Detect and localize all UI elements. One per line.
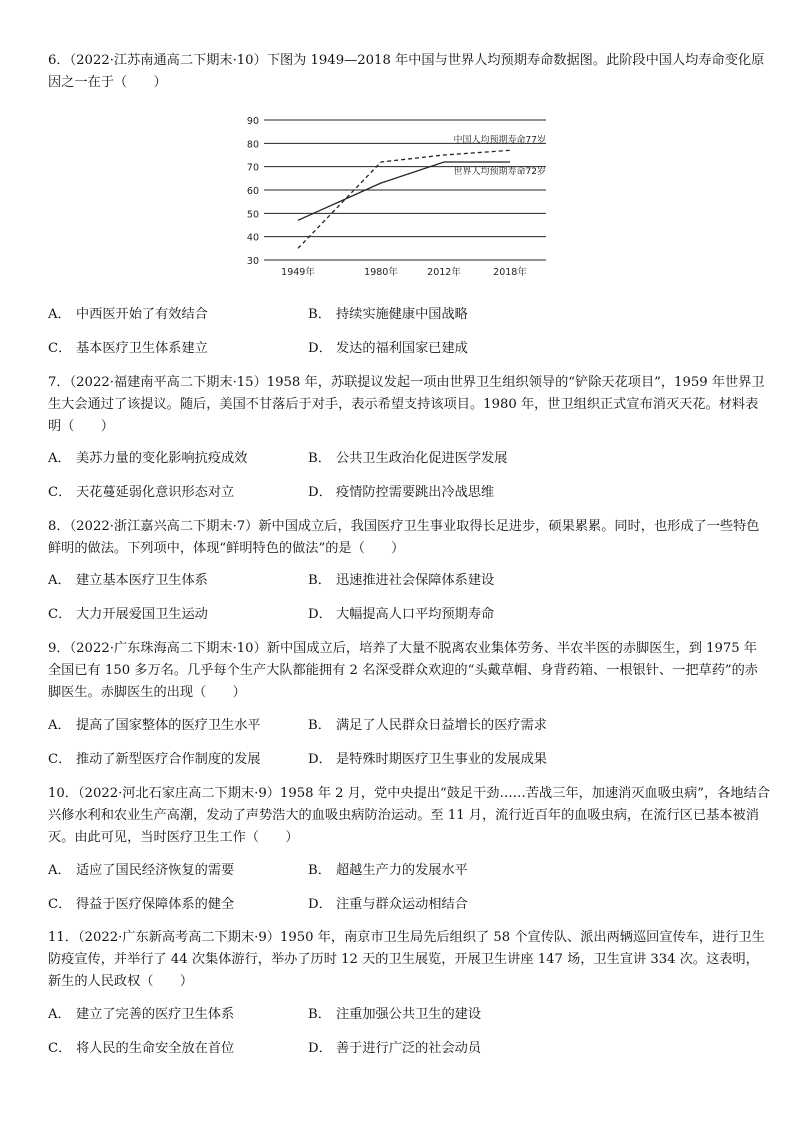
option-b[interactable]: B． 满足了人民群众日益增长的医疗需求: [308, 718, 547, 733]
option-b[interactable]: B． 持续实施健康中国战略: [308, 307, 468, 322]
question-6-options: [48, 304, 770, 372]
option-d[interactable]: D． 大幅提高人口平均预期寿命: [308, 607, 495, 622]
y-tick-label: 90: [246, 116, 259, 127]
option-d[interactable]: D． 注重与群众运动相结合: [308, 897, 468, 912]
option-d[interactable]: D． 发达的福利国家已建成: [308, 341, 468, 356]
question-11-options: [48, 1004, 770, 1072]
question-stem: 9．（2022·广东珠海高二下期末·10）新中国成立后，培养了大量不脱离农业集体劳务、半农半医的赤脚医生，到 1975 年全国已有 150 多万名。几乎每个生产大队都能拥有 2 名深受群众欢迎的“头戴草帽、身背药箱、一根银针、一把草药”的赤脚医生。赤脚医生的出现（ ）: [48, 641, 758, 700]
china-life-expectancy-line: [298, 150, 510, 248]
y-tick-label: 60: [246, 186, 259, 197]
x-tick-label: 1949年: [281, 267, 315, 278]
y-tick-label: 30: [246, 256, 259, 267]
option-a[interactable]: A． 建立基本医疗卫生体系: [48, 573, 208, 588]
world-series-label: 世界人均预期寿命72岁: [453, 167, 546, 177]
x-tick-label: 2012年: [427, 267, 461, 278]
option-a[interactable]: A． 提高了国家整体的医疗卫生水平: [48, 718, 261, 733]
question-stem: 11．（2022·广东新高考高二下期末·9）1950 年，南京市卫生局先后组织了 58 个宣传队、派出两辆巡回宣传车，进行卫生防疫宣传，并举行了 44 次集体游行，举办了历时 12 天的卫生展览，开展卫生讲座 147 场，卫生宣讲 334 次。这表明，新生的人民政权（ ）: [48, 930, 765, 989]
question-stem: 10．（2022·河北石家庄高二下期末·9）1958 年 2 月，党中央提出“鼓足干劲……苦战三年，加速消灭血吸虫病”，各地结合兴修水利和农业生产高潮，发动了声势浩大的血吸虫病防治运动。至 11 月，流行近百年的血吸虫病，在流行区已基本被消灭。由此可见，当时医疗卫生工作（ ）: [48, 786, 770, 845]
china-series-label: 中国人均预期寿命77岁: [453, 135, 546, 146]
question-8-options: [48, 570, 770, 638]
option-d[interactable]: D． 善于进行广泛的社会动员: [308, 1041, 482, 1056]
question-11: [48, 927, 770, 993]
y-tick-label: 50: [246, 209, 259, 221]
y-tick-label: 80: [246, 139, 259, 151]
question-9-options: [48, 715, 770, 783]
option-a[interactable]: A． 美苏力量的变化影响抗疫成效: [48, 451, 248, 466]
question-7-options: [48, 448, 770, 516]
question-8: [48, 516, 770, 560]
option-b[interactable]: B． 迅速推进社会保障体系建设: [308, 573, 495, 588]
option-c[interactable]: C． 大力开展爱国卫生运动: [48, 607, 208, 622]
option-a[interactable]: A． 建立了完善的医疗卫生体系: [48, 1007, 235, 1022]
option-b[interactable]: B． 超越生产力的发展水平: [308, 863, 468, 878]
option-c[interactable]: C． 基本医疗卫生体系建立: [48, 341, 208, 356]
x-tick-label: 2018年: [493, 267, 527, 278]
question-7: [48, 372, 770, 438]
option-b[interactable]: B． 注重加强公共卫生的建设: [308, 1007, 482, 1022]
question-stem: 7．（2022·福建南平高二下期末·15）1958 年，苏联提议发起一项由世界卫生组织领导的“铲除天花项目”，1959 年世界卫生大会通过了该提议。随后，美国不甘落后于对手，表示希望支持该项目。1980 年，世卫组织正式宣布消灭天花。材料表明（ ）: [48, 375, 765, 434]
question-stem: 8．（2022·浙江嘉兴高二下期末·7）新中国成立后，我国医疗卫生事业取得长足进步，硕果累累。同时，也形成了一些特色鲜明的做法。下列项中，体现“鲜明特色的做法”的是（ ）: [48, 519, 760, 556]
option-a[interactable]: A． 适应了国民经济恢复的需要: [48, 863, 235, 878]
option-d[interactable]: D． 疫情防控需要跳出冷战思维: [308, 485, 495, 500]
option-a[interactable]: A． 中西医开始了有效结合: [48, 307, 208, 322]
option-c[interactable]: C． 得益于医疗保障体系的健全: [48, 897, 235, 912]
question-10: [48, 783, 770, 849]
y-tick-label: 40: [246, 232, 259, 244]
question-6: [48, 50, 770, 94]
option-b[interactable]: B． 公共卫生政治化促进医学发展: [308, 451, 508, 466]
option-c[interactable]: C． 将人民的生命安全放在首位: [48, 1041, 235, 1056]
option-d[interactable]: D． 是特殊时期医疗卫生事业的发展成果: [308, 752, 547, 767]
question-stem: 6．（2022·江苏南通高二下期末·10）下图为 1949—2018 年中国与世界人均预期寿命数据图。此阶段中国人均寿命变化原因之一在于（ ）: [48, 53, 765, 90]
question-10-options: [48, 860, 770, 928]
life-expectancy-chart: [240, 108, 560, 280]
option-c[interactable]: C． 天花蔓延弱化意识形态对立: [48, 485, 235, 500]
y-tick-label: 70: [246, 162, 259, 174]
question-9: [48, 638, 770, 704]
x-tick-label: 1980年: [364, 267, 398, 278]
option-c[interactable]: C． 推动了新型医疗合作制度的发展: [48, 752, 261, 767]
